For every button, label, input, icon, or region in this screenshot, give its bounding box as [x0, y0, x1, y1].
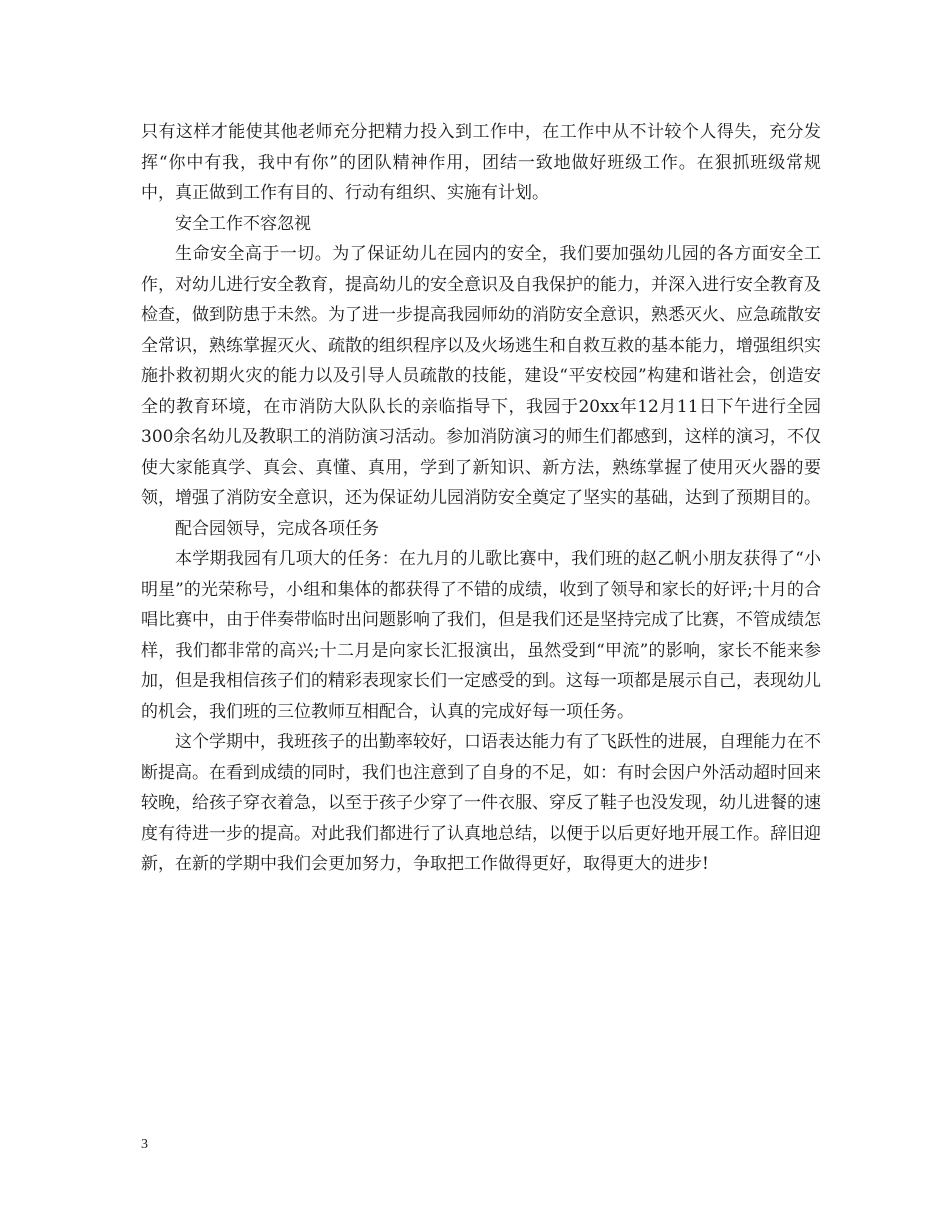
section-heading-safety: 安全工作不容忽视 [175, 213, 311, 234]
section-heading-tasks: 配合园领导，完成各项任务 [175, 518, 379, 539]
paragraph-tasks: 本学期我园有几项大的任务：在九月的儿歌比赛中，我们班的赵乙帆小朋友获得了“小明星”的光荣称号，小组和集体的都获得了不错的成绩，收到了领导和家长的好评;十月的合唱比赛中，由于伴奏带临时出问题影响了我们，但是我们还是坚持完成了比赛，不管成绩怎样，我们都非常的高兴;十二月是向家长汇报演出，虽然受到“甲流”的影响，家长不能来参加，但是我相信孩子们的精彩表现家长们一定感受的到。这每一项都是展示自己，表现幼儿的机会，我们班的三位教师互相配合，认真的完成好每一项任务。 [141, 549, 821, 722]
paragraph-summary: 这个学期中，我班孩子的出勤率较好，口语表达能力有了飞跃性的进展，自理能力在不断提高。在看到成绩的同时，我们也注意到了自身的不足，如：有时会因户外活动超时回来较晚，给孩子穿衣着急，以至于孩子少穿了一件衣服、穿反了鞋子也没发现，幼儿进餐的速度有待进一步的提高。对此我们都进行了认真地总结，以便于以后更好地开展工作。辞旧迎新，在新的学期中我们会更加努力，争取把工作做得更好，取得更大的进步! [141, 732, 821, 874]
paragraph-safety: 生命安全高于一切。为了保证幼儿在园内的安全，我们要加强幼儿园的各方面安全工作，对幼儿进行安全教育，提高幼儿的安全意识及自我保护的能力，并深入进行安全教育及检查，做到防患于未然。为了进一步提高我园师幼的消防安全意识，熟悉灭火、应急疏散安全常识，熟练掌握灭火、疏散的组织程序以及火场逃生和自救互救的基本能力，增强组织实施扑救初期火灾的能力以及引导人员疏散的技能，建设“平安校园”构建和谐社会，创造安全的教育环境，在市消防大队队长的亲临指导下，我园于20xx年12月11日下午进行全园300余名幼儿及教职工的消防演习活动。参加消防演习的师生们都感到，这样的演习，不仅使大家能真学、真会、真懂、真用，学到了新知识、新方法，熟练掌握了使用灭火器的要领，增强了消防安全意识，还为保证幼儿园消防安全奠定了坚实的基础，达到了预期目的。 [141, 244, 821, 508]
page-number: 3 [141, 1137, 148, 1152]
paragraph-teamwork-ending: 只有这样才能使其他老师充分把精力投入到工作中，在工作中从不计较个人得失，充分发挥“你中有我，我中有你”的团队精神作用，团结一致地做好班级工作。在狠抓班级常规中，真正做到工作有目的、行动有组织、实施有计划。 [141, 122, 821, 203]
document-body [141, 117, 821, 880]
